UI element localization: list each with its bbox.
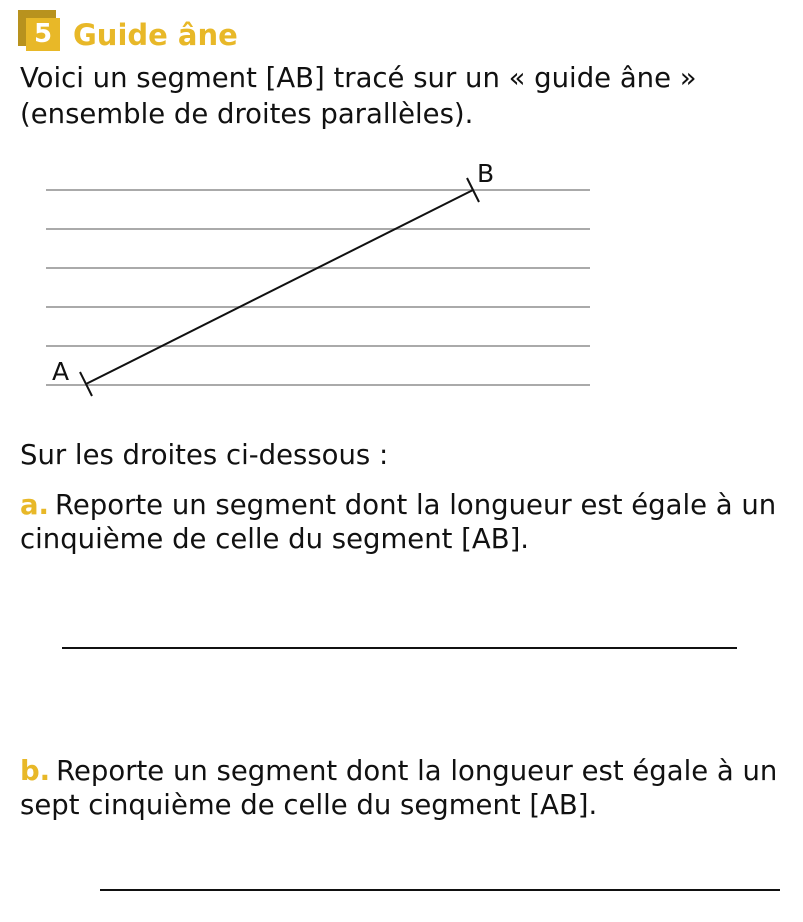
point-b-label: B (477, 159, 495, 188)
question-a (20, 488, 795, 556)
badge-corner-left (18, 10, 26, 46)
segment-ab (86, 190, 473, 384)
answer-line-b[interactable] (100, 889, 780, 891)
exercise-title: Guide âne (73, 18, 238, 52)
guide-lines (46, 190, 590, 385)
question-a-text: Reporte un segment dont la longueur est égale à un cinquième de celle du segment [AB]. (20, 489, 777, 555)
question-b-letter: b. (20, 755, 51, 787)
point-a-label: A (52, 357, 70, 386)
question-b-text: Reporte un segment dont la longueur est égale à un sept cinquième de celle du segment [AB]. (20, 755, 778, 821)
instructions-prompt: Sur les droites ci-dessous : (20, 439, 389, 471)
exercise-number-badge: 5 (26, 18, 60, 51)
guide-ane-figure (0, 150, 803, 410)
question-a-letter: a. (20, 489, 50, 521)
answer-line-a[interactable] (62, 647, 737, 649)
question-b (20, 754, 795, 822)
exercise-intro: Voici un segment [AB] tracé sur un « guide âne » (ensemble de droites parallèles). (20, 62, 697, 130)
